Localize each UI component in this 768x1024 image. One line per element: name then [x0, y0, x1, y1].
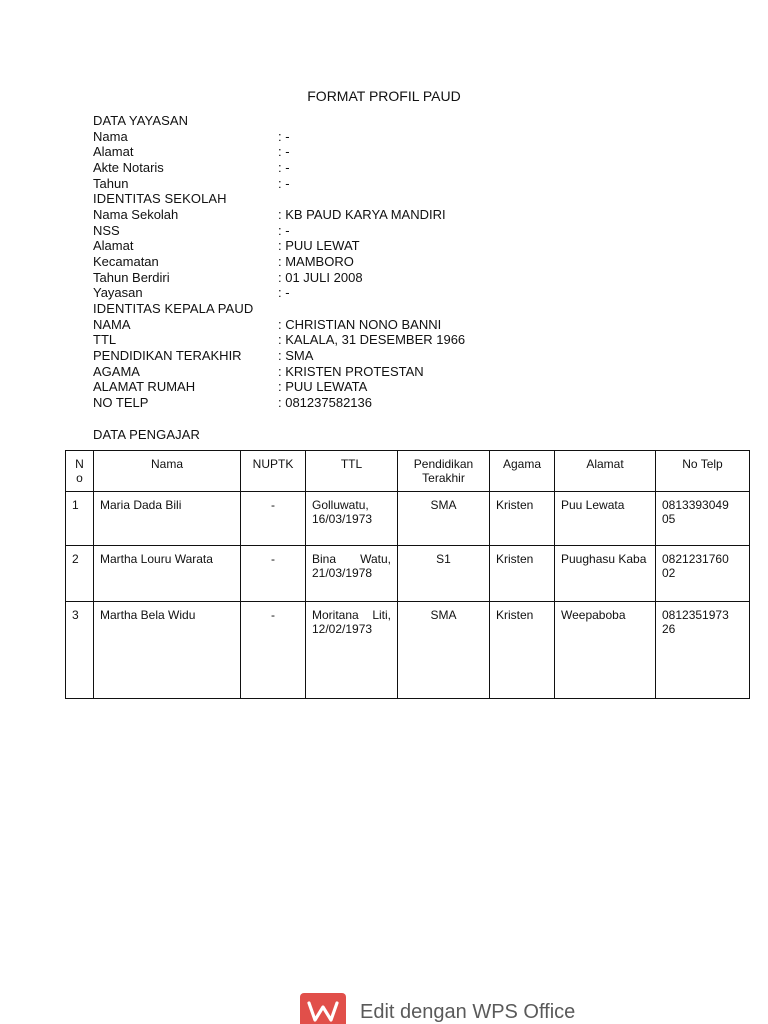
column-header-telp: No Telp: [656, 451, 750, 492]
cell-telp: 0812351973 26: [656, 602, 750, 699]
cell-agama: Kristen: [490, 546, 555, 602]
field-label: TTL: [93, 332, 117, 347]
field-value: : -: [278, 144, 290, 159]
cell-ttl: Moritana Liti, 12/02/1973: [306, 602, 398, 699]
field-value: : MAMBORO: [278, 254, 354, 269]
table-row: [66, 546, 750, 602]
field-label: Alamat: [93, 144, 134, 159]
column-header-no-line2: o: [76, 471, 83, 485]
section-heading-yayasan: DATA YAYASAN: [93, 113, 189, 128]
wps-logo-glyph: [300, 993, 346, 1024]
cell-alamat: Puughasu Kaba: [555, 546, 656, 602]
cell-no: 2: [66, 546, 94, 602]
column-header-agama: Agama: [490, 451, 555, 492]
field-row: [93, 238, 693, 254]
field-row: [93, 176, 693, 192]
column-header-pendidikan-line1: Pendidikan: [413, 457, 474, 471]
field-value: : PUU LEWATA: [278, 379, 368, 394]
section-heading-kepala: IDENTITAS KEPALA PAUD: [93, 301, 254, 316]
field-value: : -: [278, 160, 290, 175]
wps-edit-banner[interactable]: [300, 991, 600, 1024]
field-label: ALAMAT RUMAH: [93, 379, 196, 394]
field-value: : KB PAUD KARYA MANDIRI: [278, 207, 446, 222]
field-value: : KRISTEN PROTESTAN: [278, 364, 424, 379]
field-value: : 081237582136: [278, 395, 372, 410]
wps-edit-label[interactable]: Edit dengan WPS Office: [360, 1001, 576, 1023]
column-header-nama: Nama: [94, 451, 241, 492]
field-row: [93, 285, 693, 301]
cell-telp: 0821231760 02: [656, 546, 750, 602]
column-header-nuptk: NUPTK: [241, 451, 306, 492]
cell-ttl: Bina Watu, 21/03/1978: [306, 546, 398, 602]
cell-agama: Kristen: [490, 492, 555, 546]
cell-alamat: Puu Lewata: [555, 492, 656, 546]
cell-nama: Maria Dada Bili: [94, 492, 241, 546]
field-value: : 01 JULI 2008: [278, 270, 363, 285]
field-row: [93, 395, 693, 411]
cell-nama: Martha Bela Widu: [94, 602, 241, 699]
field-value: : -: [278, 223, 290, 238]
field-label: NAMA: [93, 317, 131, 332]
field-label: Tahun Berdiri: [93, 270, 170, 285]
cell-no: 1: [66, 492, 94, 546]
field-row: [93, 379, 693, 395]
field-label: Kecamatan: [93, 254, 159, 269]
cell-nuptk: -: [241, 546, 306, 602]
column-header-no: [66, 451, 94, 492]
field-row: [93, 348, 693, 364]
field-row: [93, 144, 693, 160]
field-label: Tahun: [93, 176, 129, 191]
field-row: [93, 364, 693, 380]
column-header-alamat: Alamat: [555, 451, 656, 492]
column-header-no-line1: N: [75, 457, 84, 471]
cell-telp: 0813393049 05: [656, 492, 750, 546]
field-row: [93, 207, 693, 223]
field-label: Alamat: [93, 238, 134, 253]
field-label: AGAMA: [93, 364, 140, 379]
section-heading-pengajar: DATA PENGAJAR: [93, 427, 201, 442]
wps-office-logo-icon: [300, 993, 346, 1024]
field-row: [93, 332, 693, 348]
field-label: Akte Notaris: [93, 160, 164, 175]
field-row: [93, 129, 693, 145]
column-header-pendidikan-line2: Terakhir: [422, 471, 465, 485]
field-label: NSS: [93, 223, 120, 238]
field-value: : SMA: [278, 348, 314, 363]
table-row: [66, 602, 750, 699]
section-heading-sekolah: IDENTITAS SEKOLAH: [93, 191, 227, 206]
column-header-pendidikan: [398, 451, 490, 492]
field-label: Nama: [93, 129, 128, 144]
field-row: [93, 160, 693, 176]
cell-nuptk: -: [241, 492, 306, 546]
field-value: : -: [278, 285, 290, 300]
field-value: : CHRISTIAN NONO BANNI: [278, 317, 442, 332]
field-value: : -: [278, 129, 290, 144]
cell-nuptk: -: [241, 602, 306, 699]
cell-no: 3: [66, 602, 94, 699]
field-value: : -: [278, 176, 290, 191]
cell-alamat: Weepaboba: [555, 602, 656, 699]
field-label: PENDIDIKAN TERAKHIR: [93, 348, 242, 363]
field-value: : KALALA, 31 DESEMBER 1966: [278, 332, 466, 347]
table-row: [66, 492, 750, 546]
field-row: [93, 270, 693, 286]
field-label: Yayasan: [93, 285, 143, 300]
table-header-row: [66, 451, 750, 492]
field-label: Nama Sekolah: [93, 207, 179, 222]
field-row: [93, 223, 693, 239]
field-row: [93, 317, 693, 333]
cell-nama: Martha Louru Warata: [94, 546, 241, 602]
cell-pendidikan: S1: [398, 546, 490, 602]
field-label: NO TELP: [93, 395, 149, 410]
teacher-table: [65, 450, 750, 699]
field-value: : PUU LEWAT: [278, 238, 360, 253]
cell-agama: Kristen: [490, 602, 555, 699]
column-header-ttl: TTL: [306, 451, 398, 492]
cell-pendidikan: SMA: [398, 492, 490, 546]
field-row: [93, 254, 693, 270]
cell-pendidikan: SMA: [398, 602, 490, 699]
page-title: FORMAT PROFIL PAUD: [307, 88, 461, 104]
cell-ttl: Golluwatu, 16/03/1973: [306, 492, 398, 546]
